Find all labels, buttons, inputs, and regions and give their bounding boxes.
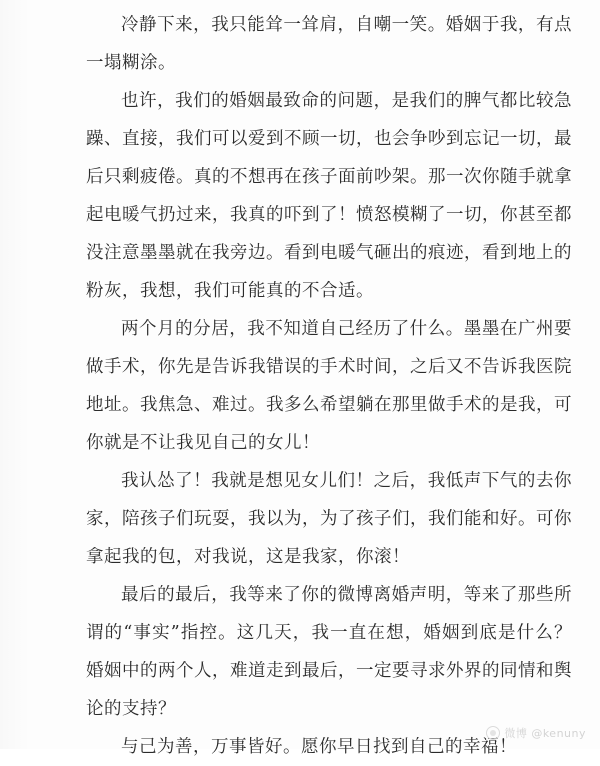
paragraph: 我认怂了！我就是想见女儿们！之后，我低声下气的去你家，陪孩子们玩耍，我以为，为了孩子们，我们能和好。可你拿起我的包，对我说，这是我家，你滚！ [86,471,572,567]
watermark-label: 微博 @kenuny [504,727,586,740]
document-body [86,6,572,766]
watermark [486,725,586,741]
paragraph: 也许，我们的婚姻最致命的问题，是我们的脾气都比较急躁、直接，我们可以爱到不顾一切，也会争吵到忘记一切，最后只剩疲倦。真的不想再在孩子面前吵架。那一次你随手就拿起电暖气扔过来，我真的吓到了！愤怒模糊了一切，你甚至都没注意墨墨就在我旁边。看到电暖气砸出的痕迹，看到地上的粉灰，我想，我们可能真的不合适。 [86,91,572,301]
paragraph: 冷静下来，我只能耸一耸肩，自嘲一笑。婚姻于我，有点一塌糊涂。 [86,15,572,73]
paragraph: 与己为善，万事皆好。愿你早日找到自己的幸福！ [121,737,517,757]
paragraph: 两个月的分居，我不知道自己经历了什么。墨墨在广州要做手术，你先是告诉我错误的手术时间，之后又不告诉我医院地址。我焦急、难过。我多么希望躺在那里做手术的是我，可你就是不让我见自己的女儿！ [86,319,572,453]
weibo-logo-icon [486,726,500,740]
paragraph: 最后的最后，我等来了你的微博离婚声明，等来了那些所谓的“事实”指控。这几天，我一直在想，婚姻到底是什么？婚姻中的两个人，难道走到最后，一定要寻求外界的同情和舆论的支持？ [86,585,572,719]
page-edge-shadow [0,0,30,749]
